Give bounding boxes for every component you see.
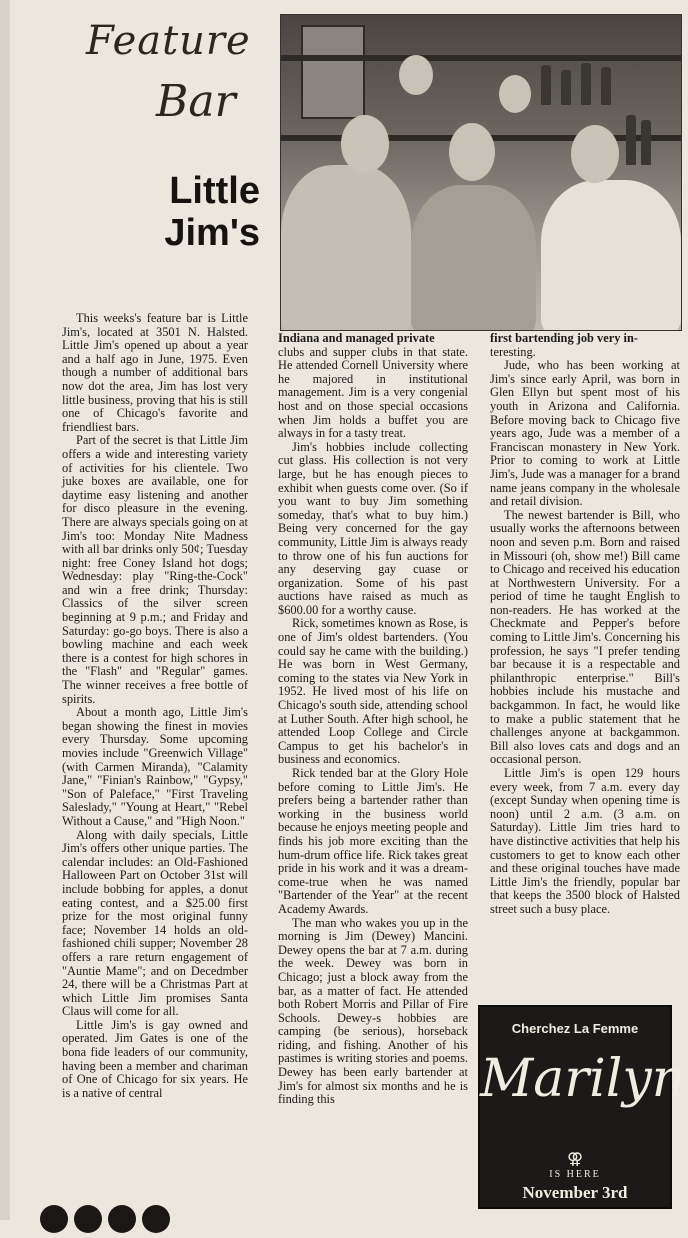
bottle [641,120,651,165]
marilyn-advertisement [478,1005,686,1209]
article-paragraph: Jude, who has been working at Jim's since early April, was born in Glen Ellyn but spent most of his youth in Arizona and California. Before moving back to Chicago five years ago, Jude was a member of a Franciscan monastery in New York. Prior to coming to work at Little Jim's, Jude was a manager for a brand name jeans company in the wholesale and retail division. [490,358,680,509]
article-paragraph: This weeks's feature bar is Little Jim's, located at 3501 N. Halsted. Little Jim's opened up about a year and a half ago in June, 1975. Even though a number of additional bars now dot the area, Jim has lost very little business, proving that his is still one of Chicago's favorite and friendliest bars. [62,311,248,434]
feature-title-line2: Bar [156,76,236,127]
bar-name-line2: Jim's [164,212,260,254]
ornament-dot [142,1205,170,1233]
ornament-dot [74,1205,102,1233]
person-head [341,115,389,173]
article-column-3 [490,332,680,917]
bar-shelf [281,55,681,61]
bottle [601,67,611,105]
column-lead-line: Indiana and managed private [278,331,435,345]
person-head [499,75,531,113]
venus-symbol-icon: ⚢ [566,1151,584,1168]
ad-is-here: IS HERE [549,1169,601,1180]
ornament-dot [40,1205,68,1233]
bar-name-heading [120,170,260,254]
article-paragraph: Rick tended bar at the Glory Hole before coming to Little Jim's. He prefers being a bartender rather than working in the business world because he enjoys meeting people and finds his job more exciting than the hum-drum office life. Rick takes great pride in his work and it was a dream-come-true when he was named "Bartender of the Year" at the recent Academy Awards. [278,766,468,916]
bar-name-line1: Little [169,170,260,212]
ad-marilyn-script: Marilyn [480,1049,686,1109]
article-paragraph: Jim's hobbies include collecting cut glass. His collection is not very large, but he has enough pieces to exhibit when guests come over. (So if you want to buy Jim something someday, that's what to buy him.) Being very concerned for the gay community, Little Jim is always ready to throw one of his fun auctions for any deserving gay cuase or organization. Some of his past auctions have raised as much as $600.00 for a worthy cause. [278,439,468,617]
article-column-2 [278,332,468,1107]
article-paragraph: About a month ago, Little Jim's began showing the finest in movies every Thursday. Some upcoming movies include "Greenwich Village" (with Carmen Miranda), "Calamity Jane," "Finian's Rainbow," "Gypsy," "Son of Paleface," "First Traveling Saleslady," "Young at Heart," "Rebel Without a Cause," and "High Noon." [62,705,248,828]
feature-bar-title [60,18,270,128]
feature-title-line1: Feature [86,18,251,64]
article-paragraph: Rick, sometimes known as Rose, is one of Jim's oldest bartenders. (You could say he came with the building.) He was born in West Germany, coming to the states via New York in 1952. He lived most of his life on Chicago's south side, attending school at Luther South. After high school, he attended Loop College and Circle Campus to get his bachelor's in business and economics. [278,616,468,767]
article-paragraph: The man who wakes you up in the morning is Jim (Dewey) Mancini. Dewey opens the bar at 7 a.m. during the week. Dewey was born in Chicago; just a block away from the bar, as a matter of fact. He attended both Robert Morris and Pillar of Fire Schools. Dewey-s hobbies are camping (be serious), horseback riding, and fishing. Another of his pastimes is writing stories and poems. Dewey has been early bartender at Jim's for almost six months and he is finding this [278,915,468,1107]
bartenders-photo [280,14,682,331]
ad-date: November 3rd [522,1183,628,1202]
bar-mirror [301,25,365,119]
article-paragraph: The newest bartender is Bill, who usually works the afternoons between noon and seven p.m. Born and raised in Missouri (oh, show me!) Bill came to Chicago and received his education at Northwestern University. For a period of time he taught English to non-readers. He has worked at the Checkmate and Pepper's before coming to Little Jim's. Concerning his profession, he says "I prefer tending bar because it is a respectable and philanthropic enterprise." Bill's hobbies include his mustache and backgammon. In fact, he would like to make a public statement that he challenges anyone at backgammon. Bill also loves cats and dogs and an occasional person. [490,507,680,767]
column-lead-line: first bartending job very in- [490,331,638,345]
bottle [561,70,571,105]
bottle [581,63,591,105]
article-paragraph: clubs and supper clubs in that state. He attended Cornell University where he majored in institutional management. Jim is a very congenial host and on those special occasions when Jim holds a buffet you are always in for a tasty treat. [278,344,468,441]
ornament-dot [108,1205,136,1233]
footer-ornament [40,1205,240,1225]
bottle [541,65,551,105]
person-body [281,165,411,331]
article-paragraph: teresting. [490,344,536,359]
article-paragraph: Along with daily specials, Little Jim's offers other unique parties. The calendar includes: an Old-Fashioned Halloween Part on October 31st will include bobbing for apples, a donut eating contest, and a $25.00 first prize for the most original funny face; November 14 holds an old-fashioned chili supper; November 28 offers a rare return engagement of "Auntie Mame"; and on Decedmber 24, there will be a Christmas Part at which Little Jim promises Santa Claus will come for all. [62,827,248,1019]
bottle [626,115,636,165]
article-column-1 [62,312,248,1100]
paper-edge [0,0,10,1220]
article-paragraph: Little Jim's is gay owned and operated. Jim Gates is one of the bona fide leaders of our community, having been a member and chariman of One of Chicago for six years. He is a native of central [62,1017,248,1100]
article-paragraph: Little Jim's is open 129 hours every week, from 7 a.m. every day (except Sunday when opening time is noon) until 2 a.m. (3 a.m. on Saturday). Little Jim tries hard to have distinctive activities that help his customers to get to know each other and these original touches have made Little Jim's the friendly, popular bar that keeps the 3500 block of Halsted street such a busy place. [490,766,680,916]
person-head [449,123,495,181]
person-body [541,180,681,331]
person-head [571,125,619,183]
ad-heading: Cherchez La Femme [511,1021,639,1036]
person-body [411,185,536,331]
article-paragraph: Part of the secret is that Little Jim offers a wide and interesting variety of activities for his clientele. Two juke boxes are available, one for daytime easy listening and another for disco pleasure in the evening. There are always specials going on at Jim's too: Monday Nite Madness with all bar drinks only 50¢; Tuesday night: free Coney Island hot dogs; Wednesday: play "Ring-the-Cock" and win a free drink; Thursday: Classics of the silver screen beginning at 9 p.m.; and Friday and Saturday: go-go boys. There is also a bowling machine and each week there is a contest for high schores in the "Flash" and "Regular" games. The winner receives a free bottle of spirits. [62,433,248,706]
person-head [399,55,433,95]
